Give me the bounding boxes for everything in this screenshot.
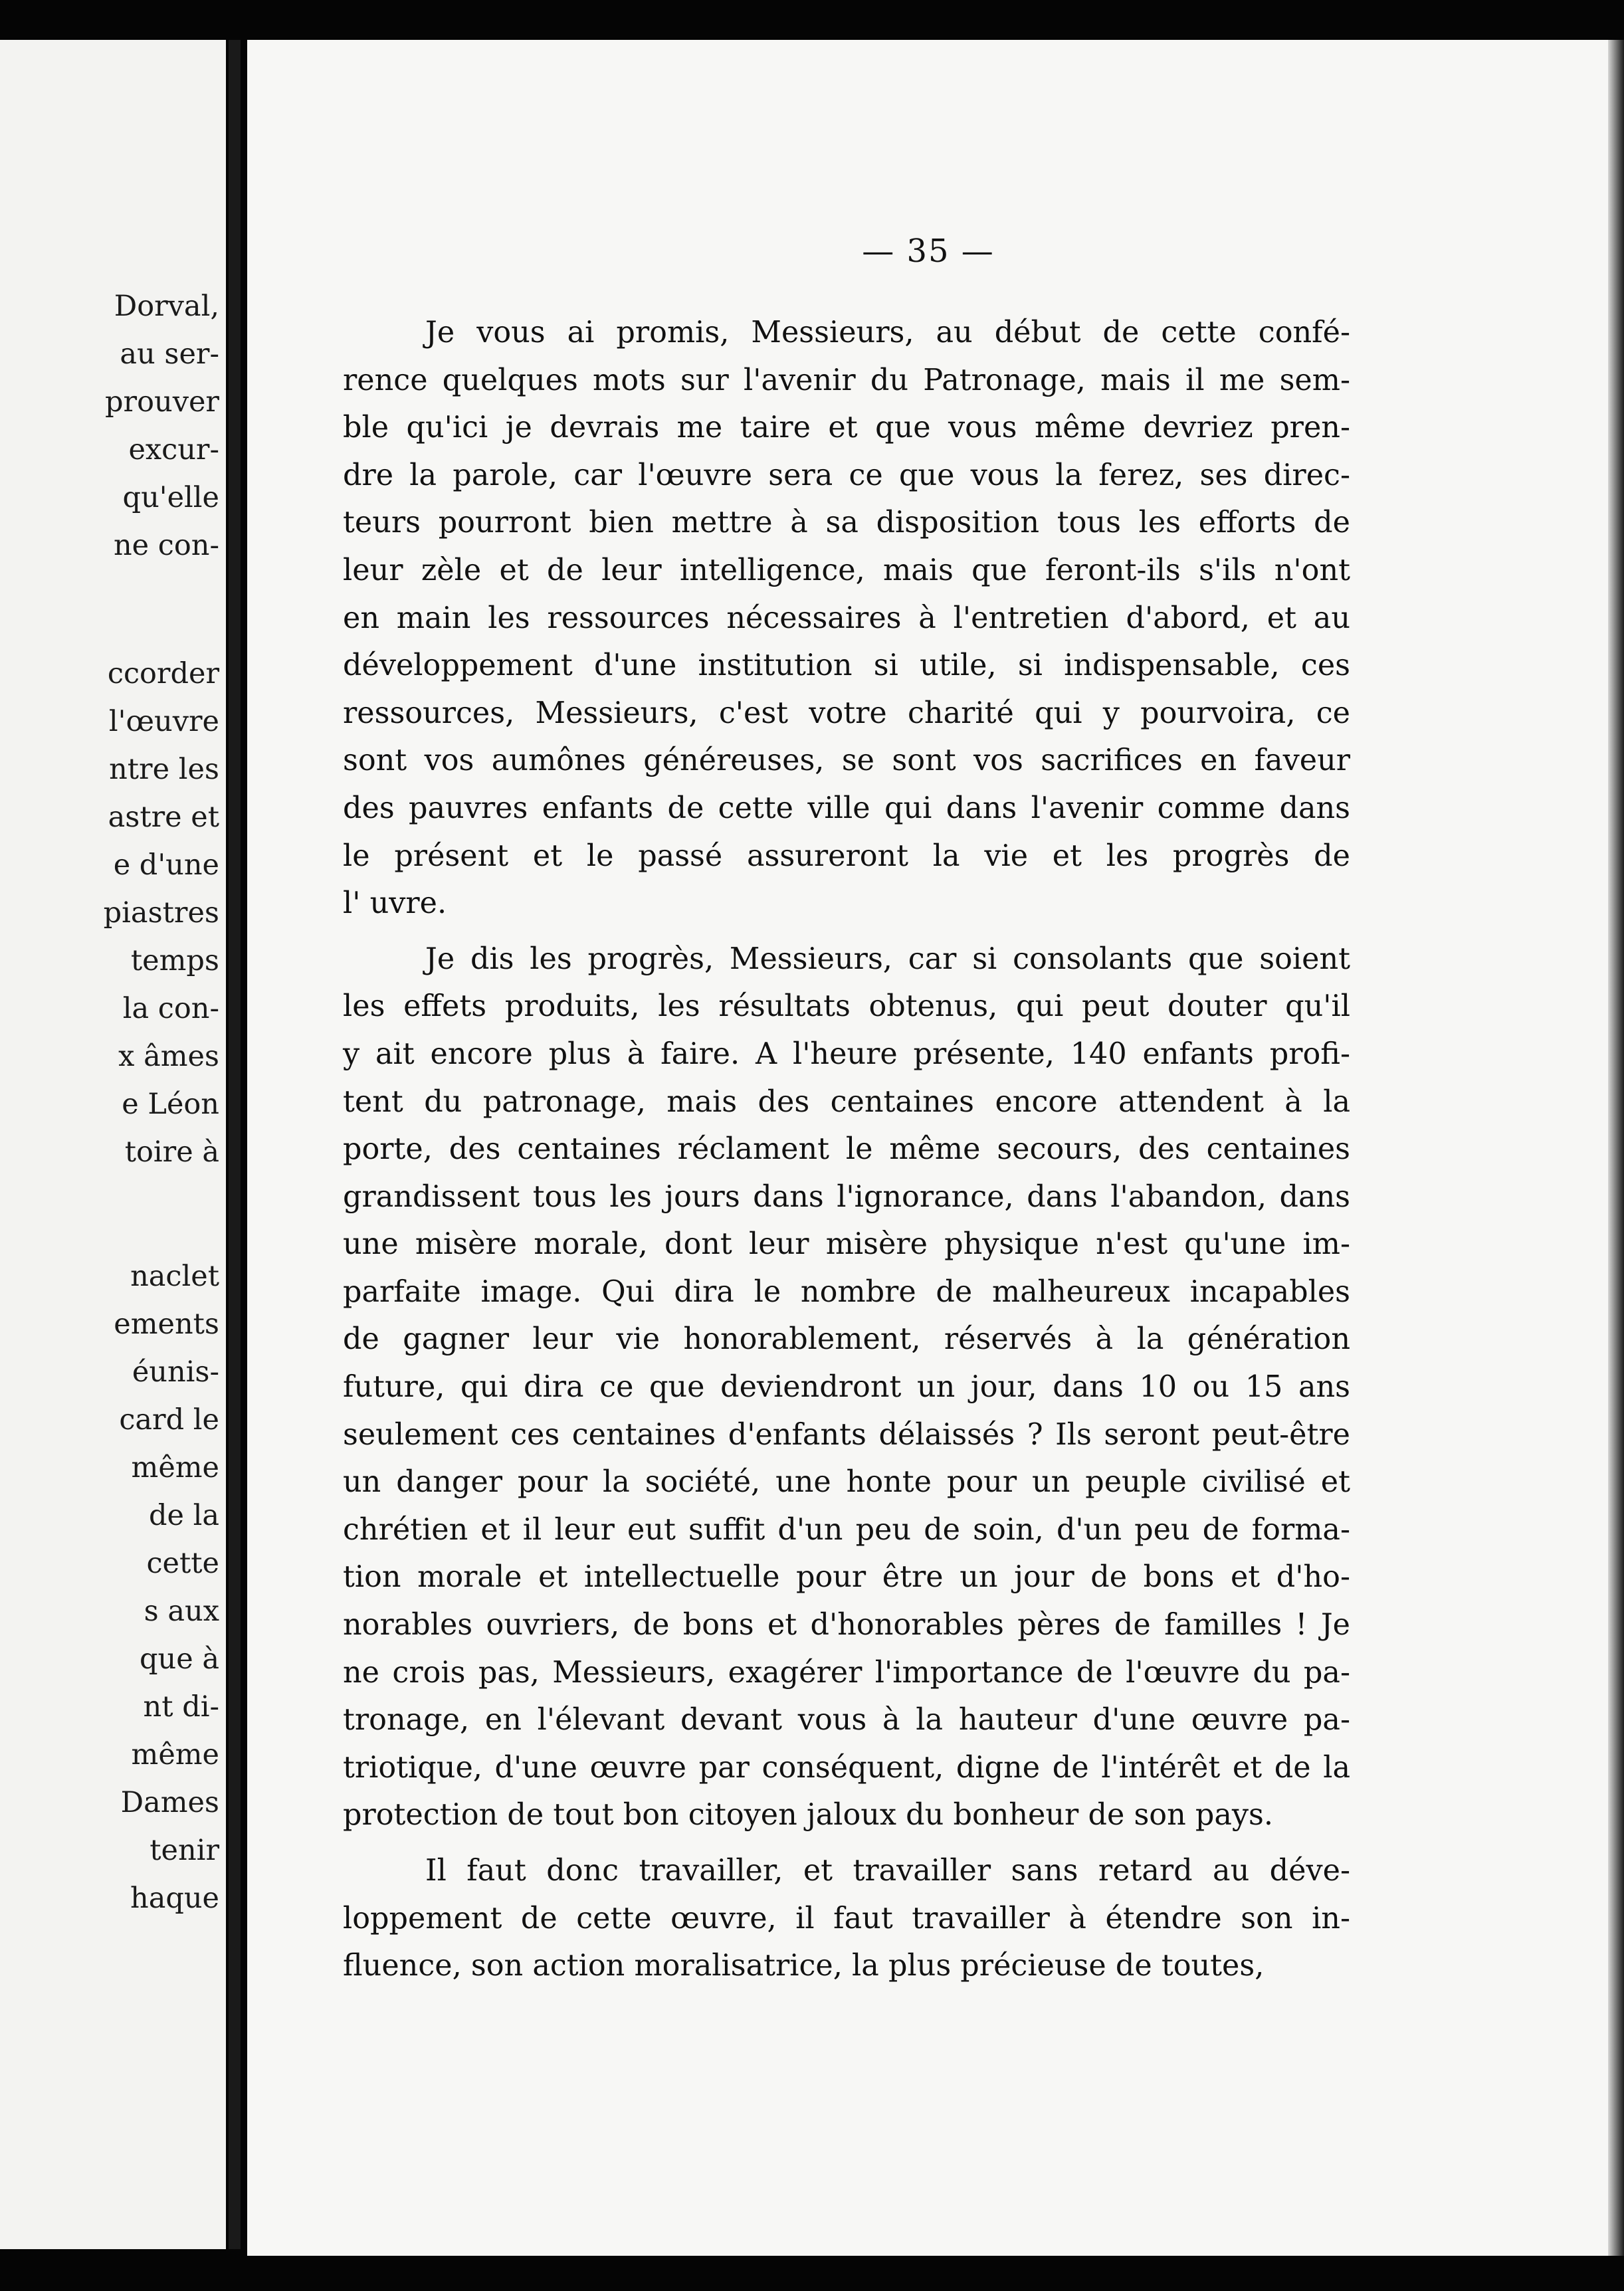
text-line: loppement de cette œuvre, il faut travailler à étendre son in- — [343, 1901, 1350, 1936]
facing-page-line: l'œuvre — [108, 705, 219, 738]
facing-page-line: e Léon — [122, 1088, 219, 1121]
facing-page-line: ccorder — [107, 657, 219, 690]
text-line: une misère morale, dont leur misère physique n'est qu'une im- — [343, 1227, 1350, 1262]
text-line: rence quelques mots sur l'avenir du Patronage, mais il me sem- — [343, 363, 1350, 397]
text-line: ressources, Messieurs, c'est votre charité qui y pourvoira, ce — [343, 696, 1350, 730]
text-line: sont vos aumônes généreuses, se sont vos sacrifices en faveur — [343, 744, 1350, 778]
text-line: Je dis les progrès, Messieurs, car si consolants que soient — [425, 942, 1350, 976]
facing-page-fragment — [0, 40, 226, 2249]
page-number: — 35 — — [862, 233, 995, 270]
text-line: y ait encore plus à faire. A l'heure présente, 140 enfants profi- — [343, 1037, 1350, 1071]
facing-page-line: tenir — [150, 1834, 219, 1867]
facing-page-line: nt di- — [143, 1690, 219, 1724]
text-line: dre la parole, car l'œuvre sera ce que vous la ferez, ses direc- — [343, 458, 1350, 492]
text-line: triotique, d'une œuvre par conséquent, digne de l'intérêt et de la — [343, 1750, 1350, 1785]
text-line: seulement ces centaines d'enfants délaissés ? Ils seront peut-être — [343, 1417, 1350, 1452]
facing-page-line: qu'elle — [122, 481, 219, 514]
book-page — [247, 40, 1624, 2256]
facing-page-line: card le — [119, 1403, 219, 1437]
paragraph — [343, 309, 1350, 928]
text-line: les effets produits, les résultats obtenus, qui peut douter qu'il — [343, 989, 1350, 1024]
text-line: parfaite image. Qui dira le nombre de malheureux incapables — [343, 1274, 1350, 1309]
facing-page-line: temps — [130, 944, 219, 977]
text-line: Il faut donc travailler, et travailler sans retard au déve- — [425, 1854, 1350, 1888]
text-line: un danger pour la société, une honte pour un peuple civilisé et — [343, 1465, 1350, 1500]
facing-page-line: naclet — [130, 1260, 219, 1293]
facing-page-line: cette — [146, 1547, 219, 1580]
facing-page-line: Dames — [120, 1786, 219, 1819]
text-line: tion morale et intellectuelle pour être un jour de bons et d'ho- — [343, 1560, 1350, 1595]
facing-page-line: haque — [130, 1882, 219, 1915]
facing-page-line: astre et — [108, 801, 219, 834]
facing-page-line: Dorval, — [114, 290, 219, 323]
text-line: développement d'une institution si utile, si indispensable, ces — [343, 648, 1350, 683]
text-line: future, qui dira ce que deviendront un jour, dans 10 ou 15 ans — [343, 1370, 1350, 1405]
facing-page-line: ements — [114, 1308, 219, 1341]
text-line: en main les ressources nécessaires à l'entretien d'abord, et au — [343, 601, 1350, 635]
facing-page-line: excur- — [128, 433, 219, 466]
text-line: grandissent tous les jours dans l'ignorance, dans l'abandon, dans — [343, 1179, 1350, 1214]
text-line: tronage, en l'élevant devant vous à la hauteur d'une œuvre pa- — [343, 1703, 1350, 1738]
paragraph — [343, 936, 1350, 1839]
facing-page-line: toire à — [124, 1136, 219, 1169]
facing-page-line: prouver — [105, 385, 219, 419]
facing-page-line: s aux — [144, 1595, 219, 1628]
facing-page-line: piastres — [103, 896, 219, 930]
text-line: teurs pourront bien mettre à sa disposition tous les efforts de — [343, 506, 1350, 540]
text-line: ble qu'ici je devrais me taire et que vous même devriez pren- — [343, 411, 1350, 445]
facing-page-line: même — [131, 1738, 219, 1771]
text-line: ne crois pas, Messieurs, exagérer l'importance de l'œuvre du pa- — [343, 1655, 1350, 1690]
body-text — [343, 309, 1350, 1990]
facing-page-line: e d'une — [113, 848, 219, 882]
page-gutter — [229, 40, 241, 2249]
facing-page-line: la con- — [122, 992, 219, 1025]
text-line: porte, des centaines réclament le même secours, des centaines — [343, 1132, 1350, 1167]
text-line: norables ouvriers, de bons et d'honorables pères de familles ! Je — [343, 1608, 1350, 1643]
text-line: chrétien et il leur eut suffit d'un peu de soin, d'un peu de forma- — [343, 1512, 1350, 1547]
facing-page-line: de la — [148, 1499, 219, 1532]
paragraph — [343, 1847, 1350, 1990]
facing-page-line: éunis- — [132, 1355, 219, 1389]
text-line: Je vous ai promis, Messieurs, au début de cette confé- — [425, 316, 1350, 349]
text-line: leur zèle et de leur intelligence, mais que feront-ils s'ils n'ont — [343, 553, 1350, 587]
facing-page-line: que à — [140, 1643, 219, 1676]
page-edge-shadow — [1608, 40, 1624, 2256]
text-line: l' uvre. — [343, 886, 447, 921]
text-line: le présent et le passé assureront la vie et les progrès de — [343, 839, 1350, 873]
facing-page-line: même — [131, 1451, 219, 1484]
facing-page-line: ntre les — [109, 753, 219, 786]
text-line: de gagner leur vie honorablement, réservés à la génération — [343, 1322, 1350, 1357]
text-line: tent du patronage, mais des centaines encore attendent à la — [343, 1084, 1350, 1119]
facing-page-line: ne con- — [113, 529, 219, 562]
text-line: des pauvres enfants de cette ville qui dans l'avenir comme dans — [343, 791, 1350, 825]
facing-page-line: x âmes — [118, 1040, 219, 1073]
text-line: protection de tout bon citoyen jaloux du bonheur de son pays. — [343, 1798, 1274, 1833]
facing-page-line: au ser- — [120, 338, 219, 371]
text-line: fluence, son action moralisatrice, la plus précieuse de toutes, — [343, 1949, 1265, 1983]
